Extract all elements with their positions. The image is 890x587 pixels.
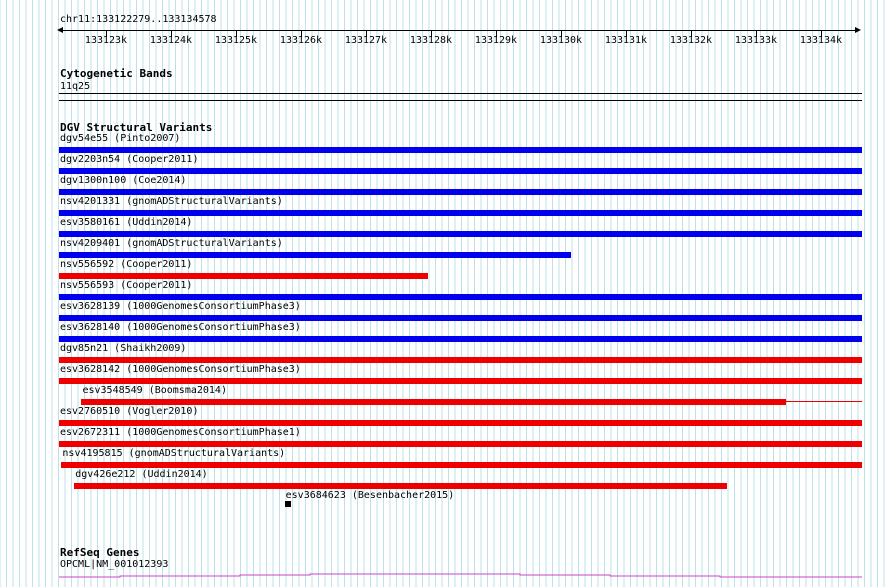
gene-intron-line[interactable] [59, 574, 862, 577]
variant-label[interactable]: esv3580161 (Uddin2014) [60, 217, 193, 228]
ruler-tick-label: 133129k [474, 35, 518, 46]
track-divider [59, 100, 862, 101]
ruler-tick-label: 133130k [539, 35, 583, 46]
variant-label[interactable]: esv2672311 (1000GenomesConsortiumPhase1) [60, 427, 301, 438]
variant-bar[interactable] [59, 378, 862, 384]
variant-bar[interactable] [59, 210, 862, 216]
variant-bar[interactable] [59, 357, 862, 363]
coordinate-ruler[interactable] [59, 27, 859, 47]
variant-bar[interactable] [59, 420, 862, 426]
variant-bar[interactable] [81, 399, 785, 405]
ruler-tick-label: 133125k [214, 35, 258, 46]
variant-extent-line [81, 401, 862, 402]
ruler-tick-label: 133133k [734, 35, 778, 46]
ruler-tick-label: 133124k [149, 35, 193, 46]
variant-label[interactable]: esv3628140 (1000GenomesConsortiumPhase3) [60, 322, 301, 333]
ruler-tick-label: 133123k [84, 35, 128, 46]
ruler-line [59, 30, 859, 31]
variant-label[interactable]: esv3684623 (Besenbacher2015) [285, 490, 455, 501]
scroll-right-arrow-icon[interactable] [855, 27, 861, 33]
variant-bar[interactable] [59, 441, 862, 447]
dgv-track-title: DGV Structural Variants [60, 121, 213, 134]
variant-label[interactable]: dgv85n21 (Shaikh2009) [60, 343, 187, 354]
variant-label[interactable]: nsv4195815 (gnomADStructuralVariants) [62, 448, 286, 459]
cytoband-label[interactable]: 11q25 [60, 81, 91, 92]
variant-bar[interactable] [59, 315, 862, 321]
variant-label[interactable]: esv3628139 (1000GenomesConsortiumPhase3) [60, 301, 301, 312]
variant-bar[interactable] [59, 294, 862, 300]
ruler-tick-label: 133128k [409, 35, 453, 46]
variant-bar[interactable] [59, 168, 862, 174]
refseq-gene-model[interactable] [0, 565, 890, 585]
ruler-tick-label: 133127k [344, 35, 388, 46]
variant-bar[interactable] [59, 273, 428, 279]
cytoband-bar[interactable] [59, 93, 862, 94]
variant-label[interactable]: dgv426e212 (Uddin2014) [75, 469, 208, 480]
variant-bar[interactable] [59, 147, 862, 153]
variant-bar[interactable] [59, 252, 571, 258]
variant-bar[interactable] [74, 483, 727, 489]
variant-point-marker[interactable] [285, 501, 291, 507]
ruler-tick-label: 133134k [799, 35, 843, 46]
variant-label[interactable]: nsv556593 (Cooper2011) [60, 280, 193, 291]
ruler-tick-label: 133132k [669, 35, 713, 46]
variant-bar[interactable] [61, 462, 862, 468]
variant-label[interactable]: dgv54e55 (Pinto2007) [60, 133, 181, 144]
cytoband-track-title: Cytogenetic Bands [60, 67, 173, 80]
variant-bar[interactable] [59, 189, 862, 195]
ruler-tick-label: 133126k [279, 35, 323, 46]
variant-label[interactable]: esv3548549 (Boomsma2014) [82, 385, 227, 396]
variant-label[interactable]: nsv556592 (Cooper2011) [60, 259, 193, 270]
region-coordinates: chr11:133122279..133134578 [60, 14, 217, 25]
variant-bar[interactable] [59, 336, 862, 342]
variant-bar[interactable] [59, 231, 862, 237]
refseq-gene-label[interactable]: OPCML|NM_001012393 [60, 559, 169, 570]
variant-label[interactable]: dgv1300n100 (Coe2014) [60, 175, 187, 186]
scroll-left-arrow-icon[interactable] [57, 27, 63, 33]
variant-label[interactable]: dgv2203n54 (Cooper2011) [60, 154, 199, 165]
ruler-tick-label: 133131k [604, 35, 648, 46]
variant-label[interactable]: nsv4201331 (gnomADStructuralVariants) [60, 196, 283, 207]
variant-label[interactable]: esv3628142 (1000GenomesConsortiumPhase3) [60, 364, 301, 375]
variant-label[interactable]: esv2760510 (Vogler2010) [60, 406, 199, 417]
refseq-track-title: RefSeq Genes [60, 546, 140, 559]
variant-label[interactable]: nsv4209401 (gnomADStructuralVariants) [60, 238, 283, 249]
